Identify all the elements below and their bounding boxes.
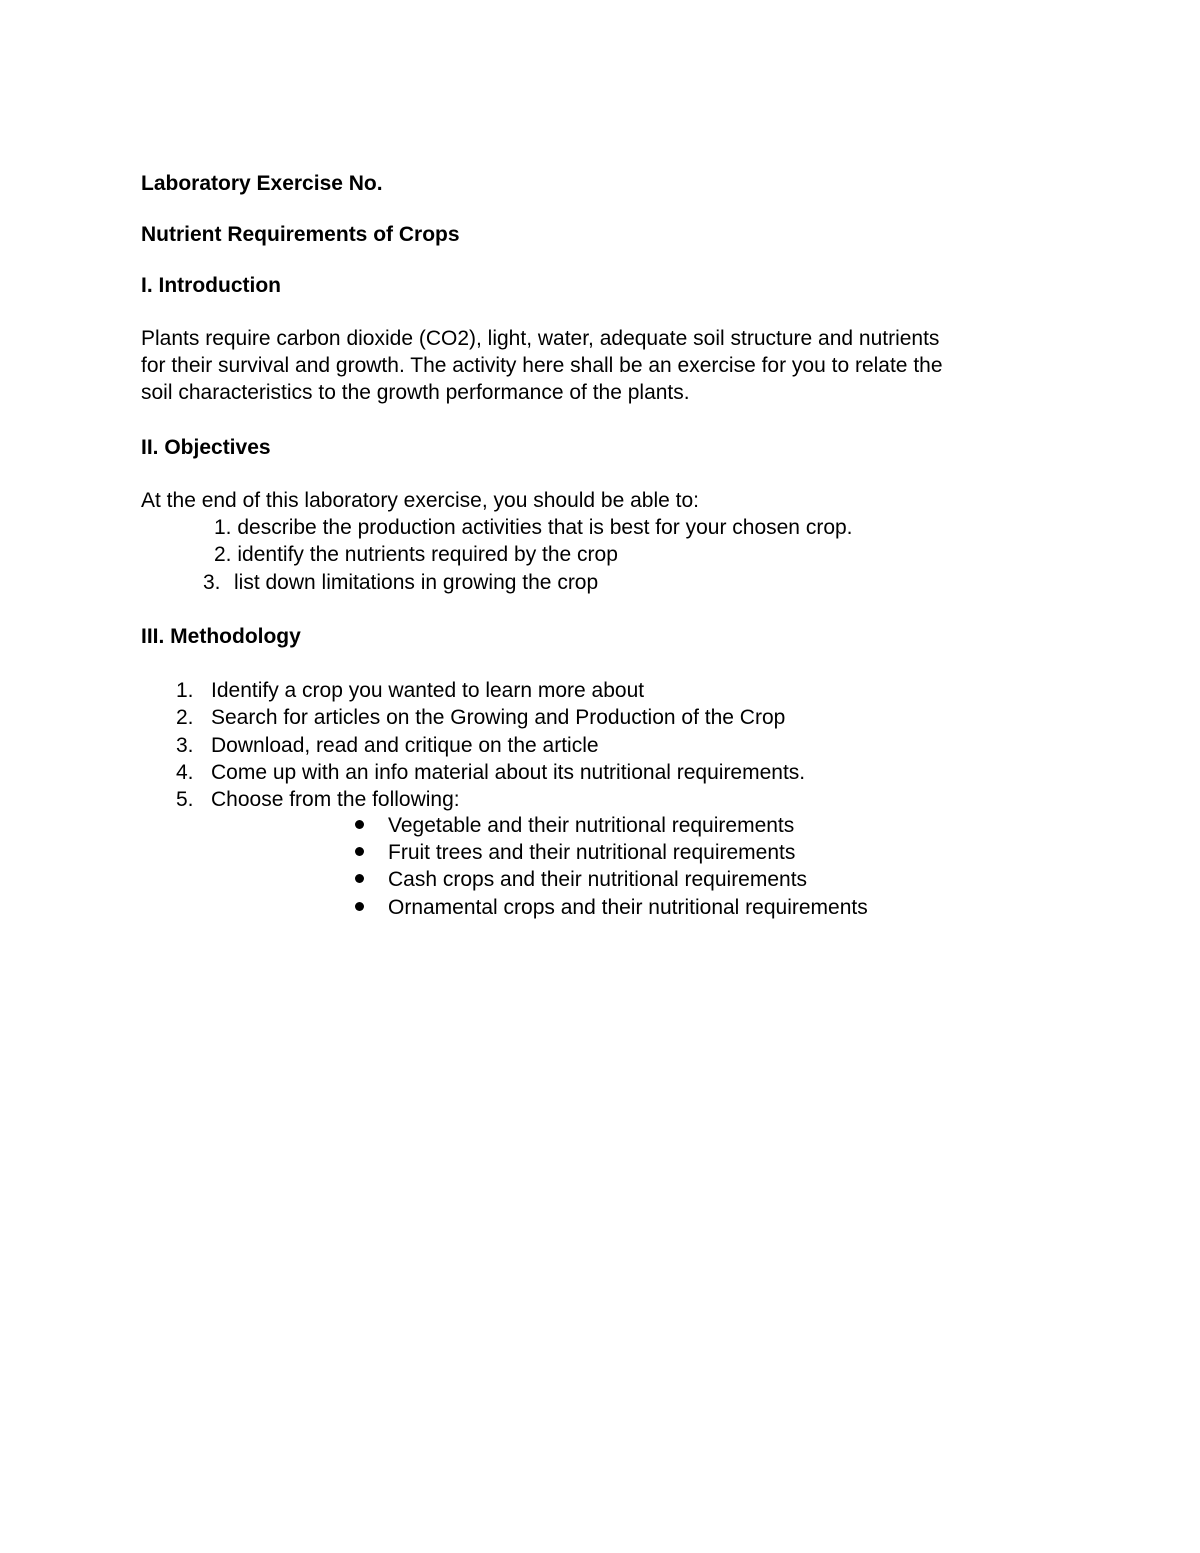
methodology-item	[176, 677, 644, 704]
choice-item: Vegetable and their nutritional requirements	[388, 814, 795, 837]
objective-text: list down limitations in growing the crop	[234, 571, 599, 594]
introduction-line-1: Plants require carbon dioxide (CO2), light, water, adequate soil structure and nutrients	[141, 327, 940, 350]
objective-number: 1.	[214, 516, 232, 539]
methodology-number: 4.	[176, 761, 194, 784]
objective-text: describe the production activities that is best for your chosen crop.	[237, 516, 853, 539]
document-subtitle: Nutrient Requirements of Crops	[141, 223, 460, 246]
objective-number: 2.	[214, 543, 232, 566]
methodology-heading: III. Methodology	[141, 625, 301, 648]
introduction-line-2: for their survival and growth. The activity here shall be an exercise for you to relate the	[141, 354, 943, 377]
methodology-text: Choose from the following:	[211, 788, 460, 811]
methodology-item	[176, 704, 785, 731]
introduction-heading: I. Introduction	[141, 274, 281, 297]
methodology-text: Download, read and critique on the article	[211, 734, 599, 757]
objectives-lead: At the end of this laboratory exercise, you should be able to:	[141, 489, 700, 512]
bullet-icon	[355, 820, 364, 829]
choice-item: Ornamental crops and their nutritional requirements	[388, 896, 868, 919]
objective-number: 3.	[203, 571, 221, 594]
bullet-icon	[355, 902, 364, 911]
methodology-number: 1.	[176, 679, 194, 702]
methodology-text: Identify a crop you wanted to learn more about	[211, 679, 645, 702]
methodology-item	[176, 759, 805, 786]
methodology-item	[176, 732, 599, 759]
methodology-number: 3.	[176, 734, 194, 757]
methodology-item	[176, 786, 460, 813]
objective-text: identify the nutrients required by the crop	[237, 543, 618, 566]
choice-item: Fruit trees and their nutritional requirements	[388, 841, 796, 864]
bullet-icon	[355, 847, 364, 856]
objective-item	[203, 569, 598, 596]
methodology-text: Search for articles on the Growing and Production of the Crop	[211, 706, 786, 729]
introduction-line-3: soil characteristics to the growth performance of the plants.	[141, 381, 690, 404]
objective-item	[214, 541, 618, 568]
objectives-heading: II. Objectives	[141, 436, 271, 459]
methodology-number: 5.	[176, 788, 194, 811]
document-title: Laboratory Exercise No.	[141, 172, 383, 195]
bullet-icon	[355, 874, 364, 883]
objective-item	[214, 514, 853, 541]
methodology-text: Come up with an info material about its nutritional requirements.	[211, 761, 806, 784]
choice-item: Cash crops and their nutritional requirements	[388, 868, 808, 891]
methodology-number: 2.	[176, 706, 194, 729]
